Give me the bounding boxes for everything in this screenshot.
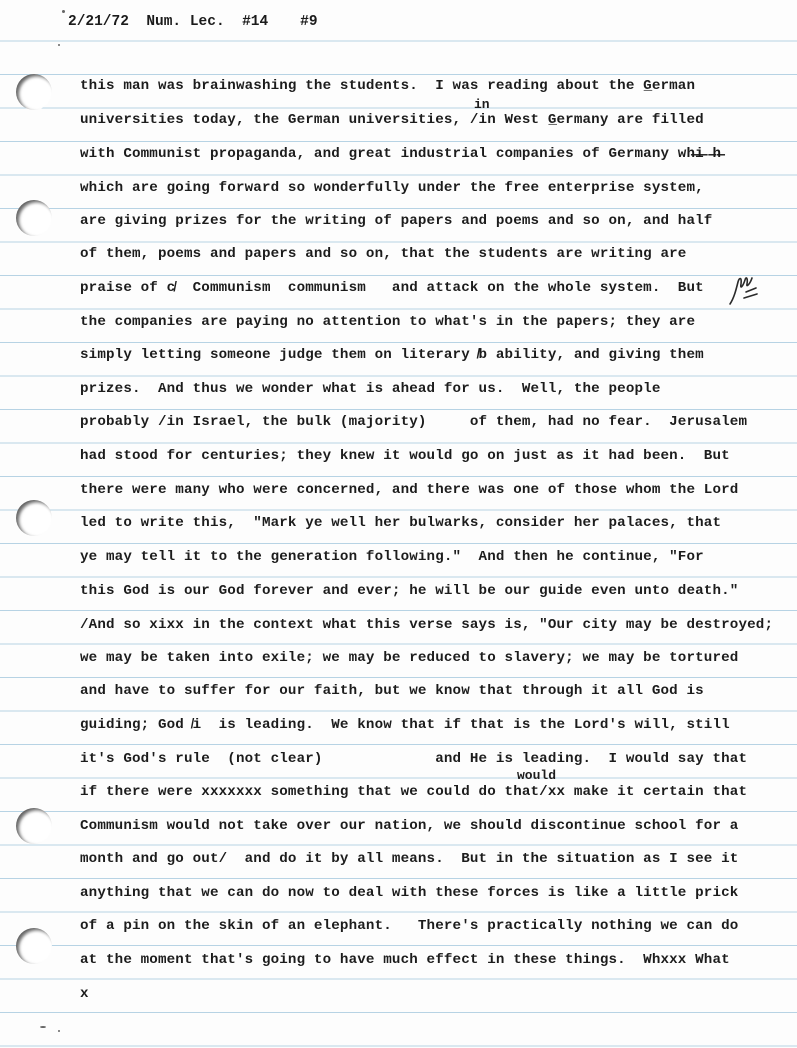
punch-hole	[16, 74, 52, 110]
text-line: probably /in Israel, the bulk (majority) of them, had no fear. Jerusalem	[80, 414, 748, 430]
handwritten-margin-mark	[726, 268, 760, 310]
header-lecture: #14	[242, 14, 269, 30]
text-line: we may be taken into exile; we may be reduced to slavery; we may be tortured	[80, 650, 739, 666]
text-line: the companies are paying no attention to what's in the papers; they are	[80, 314, 696, 330]
text-line: this man was brainwashing the students. I was reading about the G̲erman	[80, 78, 696, 94]
punch-hole	[16, 928, 52, 964]
text-line: x	[80, 986, 89, 1002]
text-line: simply letting someone judge them on literary ̸b ability, and giving them	[80, 347, 704, 363]
punch-hole	[16, 200, 52, 236]
interlinear-insert: in	[474, 97, 490, 112]
page-header	[68, 14, 318, 30]
text-line: /And so xixx in the context what this verse says is, "Our city may be destroyed;	[80, 617, 774, 633]
text-line: led to write this, "Mark ye well her bulwarks, consider her palaces, that	[80, 515, 722, 531]
text-line: guiding; God ̸i is leading. We know that if that is the Lord's will, still	[80, 717, 730, 733]
punch-hole	[16, 500, 52, 536]
paper-speck	[62, 10, 65, 13]
text-line: of a pin on the skin of an elephant. There's practically nothing we can do	[80, 918, 739, 934]
text-line: of them, poems and papers and so on, that the students are writing are	[80, 246, 687, 262]
text-line: month and go out/ and do it by all means. But in the situation as I see it	[80, 851, 739, 867]
text-line: there were many who were concerned, and there was one of those whom the Lord	[80, 482, 739, 498]
header-course: Num. Lec.	[146, 14, 225, 30]
text-line: ye may tell it to the generation following." And then he continue, "For	[80, 549, 704, 565]
punch-hole	[16, 808, 52, 844]
text-line: had stood for centuries; they knew it would go on just as it had been. But	[80, 448, 730, 464]
header-page-number: #9	[300, 14, 318, 30]
header-date: 2/21/72	[68, 14, 129, 30]
text-line: this God is our God forever and ever; he will be our guide even unto death."	[80, 583, 739, 599]
text-line: anything that we can do now to deal with these forces is like a little prick	[80, 885, 739, 901]
interlinear-insert: would	[517, 768, 557, 783]
text-line: praise of c̸ Communism communism and attack on the whole system. But	[80, 280, 704, 296]
paper-speck	[58, 1030, 60, 1032]
text-line: at the moment that's going to have much effect in these things. Whxxx What	[80, 952, 730, 968]
text-line: prizes. And thus we wonder what is ahead for us. Well, the people	[80, 381, 661, 397]
text-line: if there were xxxxxxx something that we could do that/xx make it certain that	[80, 784, 748, 800]
text-line: are giving prizes for the writing of papers and poems and so on, and half	[80, 213, 713, 229]
paper-speck	[40, 1026, 46, 1028]
text-line: with Communist propaganda, and great industrial companies of Germany wh̶i̶ ̶h̶	[80, 146, 722, 162]
paper-speck	[58, 44, 60, 46]
text-line: and have to suffer for our faith, but we know that through it all God is	[80, 683, 704, 699]
text-line: Communism would not take over our nation, we should discontinue school for a	[80, 818, 739, 834]
text-line: it's God's rule (not clear) and He is leading. I would say that	[80, 751, 748, 767]
text-line: universities today, the German universities, /in West G̲ermany are filled	[80, 112, 704, 128]
text-line: which are going forward so wonderfully under the free enterprise system,	[80, 180, 704, 196]
